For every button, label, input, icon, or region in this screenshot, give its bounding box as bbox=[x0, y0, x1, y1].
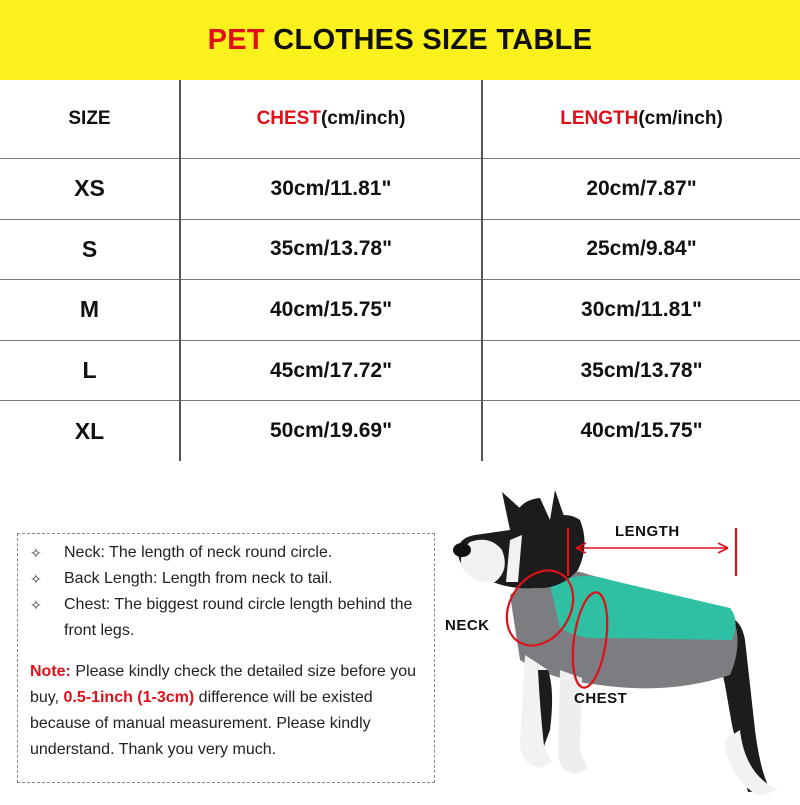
coat-teal-panel bbox=[550, 576, 736, 640]
table-row bbox=[0, 401, 800, 461]
header-size: SIZE bbox=[0, 80, 180, 159]
neck-label: NECK bbox=[445, 617, 490, 634]
cell-size: S bbox=[0, 219, 180, 280]
measurement-notes bbox=[17, 533, 435, 783]
cell-size: XL bbox=[74, 417, 105, 444]
sparkle-icon: ✧ bbox=[30, 545, 42, 561]
title-banner bbox=[0, 0, 800, 80]
list-item bbox=[30, 566, 426, 592]
length-label: LENGTH bbox=[615, 523, 680, 540]
title-rest: CLOTHES SIZE TABLE bbox=[264, 23, 593, 56]
cell-chest: 50cm/19.69" bbox=[180, 401, 482, 461]
table-row bbox=[0, 340, 800, 401]
cell-length: 35cm/13.78" bbox=[482, 340, 800, 401]
sparkle-icon: ✧ bbox=[30, 597, 42, 613]
list-item bbox=[30, 540, 426, 566]
note-highlight: 0.5-1inch (1-3cm) bbox=[63, 689, 195, 706]
header-length-label: LENGTH bbox=[560, 108, 639, 129]
cell-size: L bbox=[0, 340, 180, 401]
header-length bbox=[482, 80, 800, 159]
header-chest-label: CHEST bbox=[256, 108, 321, 129]
bullet-text: Chest: The biggest round circle length behind the front legs. bbox=[64, 596, 413, 639]
page-title bbox=[208, 24, 593, 57]
cell-chest: 40cm/15.75" bbox=[180, 280, 482, 341]
title-highlight: PET bbox=[207, 23, 265, 56]
table-header-row bbox=[0, 80, 800, 159]
header-chest bbox=[180, 80, 482, 159]
list-item bbox=[30, 592, 426, 644]
note-text-2: difference will be existed because of manual measurement. Please kindly understand. Thank you very much. bbox=[30, 689, 373, 758]
table-row bbox=[0, 159, 800, 220]
cell-length: 30cm/11.81" bbox=[482, 280, 800, 341]
cell-length: 40cm/15.75" bbox=[482, 401, 800, 461]
table-row bbox=[0, 219, 800, 280]
cell-chest: 35cm/13.78" bbox=[180, 219, 482, 280]
note-label: Note: bbox=[30, 663, 71, 680]
cell-size: M bbox=[0, 280, 180, 341]
cell-chest: 45cm/17.72" bbox=[180, 340, 482, 401]
dog-measurement-diagram bbox=[440, 490, 800, 800]
bullet-text: Back Length: Length from neck to tail. bbox=[64, 570, 333, 587]
table-row bbox=[0, 280, 800, 341]
sparkle-icon: ✧ bbox=[30, 571, 42, 587]
cell-chest: 30cm/11.81" bbox=[180, 159, 482, 220]
note-text-1: Please kindly check the detailed size before you buy, bbox=[30, 663, 416, 706]
header-chest-unit: (cm/inch) bbox=[320, 108, 406, 129]
cell-size: XS bbox=[0, 159, 180, 220]
bullet-text: Neck: The length of neck round circle. bbox=[64, 544, 333, 561]
cell-length: 20cm/7.87" bbox=[482, 159, 800, 220]
note-paragraph bbox=[30, 659, 426, 763]
cell-length: 25cm/9.84" bbox=[482, 219, 800, 280]
chest-label: CHEST bbox=[574, 690, 628, 707]
size-table bbox=[0, 80, 800, 461]
header-length-unit: (cm/inch) bbox=[638, 108, 723, 129]
